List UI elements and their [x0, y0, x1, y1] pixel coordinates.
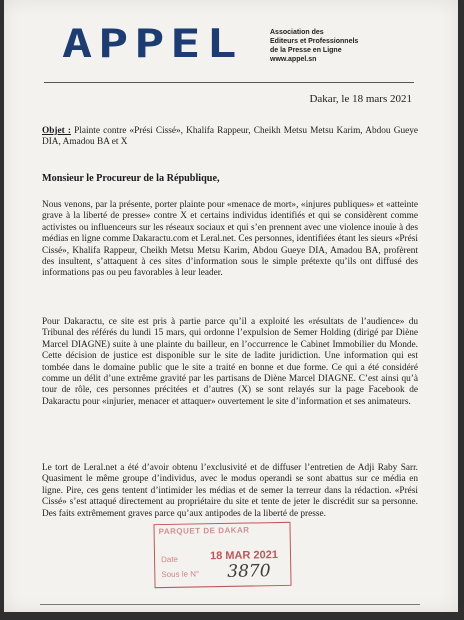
subject-text: Plainte contre «Prési Cissé», Khalifa Rappeur, Cheikh Metsu Metsu Karim, Abdou Gueye DIA, Amadou BA et X [42, 126, 418, 148]
letter-page [4, 0, 458, 612]
footer-divider [40, 604, 420, 605]
body-paragraph-3: Le tort de Leral.net a été d’avoir obtenu l’exclusivité et de diffuser l’entretien de Adji Raby Sarr. Quasiment le même groupe d’individus, avec le modus operandi se sont abattus sur ce média en ligne. Pire, ces gens tentent d’intimider les médias et de semer la terreur dans la rédaction. «Prési Cissé» s’est attaqué directement au propriétaire du site et tente de jeter le discrédit sur sa personne. Des faits extrêmement graves parce qu’aux antipodes de la liberté de presse. [42, 463, 418, 519]
subject-label: Objet : [42, 126, 71, 136]
association-line: Editeurs et Professionnels [270, 38, 359, 45]
stamp-title: PARQUET DE DAKAR [158, 525, 250, 537]
letter-subject [42, 126, 418, 149]
body-paragraph-1: Nous venons, par la présente, porter plainte pour «menace de mort», «injures publiques» et «atteinte grave à la liberté de presse» contre X et certains individus identifiés et qui se considèrent comme activistes ou influenceurs sur les réseaux sociaux et qui s’en prennent avec une violence inouïe à des médias en ligne comme Dakaractu.com et Leral.net. Ces personnes, identifiées étant les sieurs «Prési Cissé», Khalifa Rappeur, Cheikh Metsu Metsu Karim, Abdou Gueye DIA, Amadou BA, profèrent des insultent, s’attaquent à ces sites d’information sous le simple prétexte qu’ils ont diffusé des informations pas ou peu favorables à leur leader. [42, 200, 418, 279]
letter-date: Dakar, le 18 mars 2021 [309, 93, 412, 105]
body-paragraph-2: Pour Dakaractu, ce site est pris à partie parce qu’il a exploité les «résultats de l’audience» du Tribunal des référés du lundi 15 mars, qui ordonne l’expulsion de Semer Holding (dirigé par Diène Marcel DIAGNE) suite à une plainte du bailleur, en l’occurrence le Cabinet Immobilier du Monde. Cette décision de justice est disponible sur le site de ladite juridiction. Une information qui est tombée dans le domaine public que le site a traité en bonne et due forme. Ce qui a été considéré comme un délit d’une extrême gravité par les partisans de Diène Marcel DIAGNE. C’est ainsi qu’à tour de rôle, ces personnes précitées et d’autres (X) se sont relayés sur la page Facebook de Dakaractu pour «injurier, menacer et attaquer» ouvertement le site d’information et ses animateurs. [42, 317, 418, 407]
stamp-number-label: Sous le N° [161, 569, 200, 580]
association-line: Association des [270, 29, 324, 36]
letter-salutation: Monsieur le Procureur de la République, [42, 173, 220, 184]
stamp-number: 3870 [227, 561, 271, 582]
stamp-date: 18 MAR 2021 [209, 549, 278, 563]
appel-logo [62, 21, 243, 72]
association-website: www.appel.sn [270, 56, 317, 63]
association-line: de la Presse en Ligne [270, 47, 342, 54]
header-divider [44, 82, 414, 83]
logo-wordmark: APPEL [62, 21, 243, 67]
stamp-date-label: Date [160, 554, 179, 565]
reception-stamp [153, 522, 291, 588]
association-name [270, 28, 420, 64]
